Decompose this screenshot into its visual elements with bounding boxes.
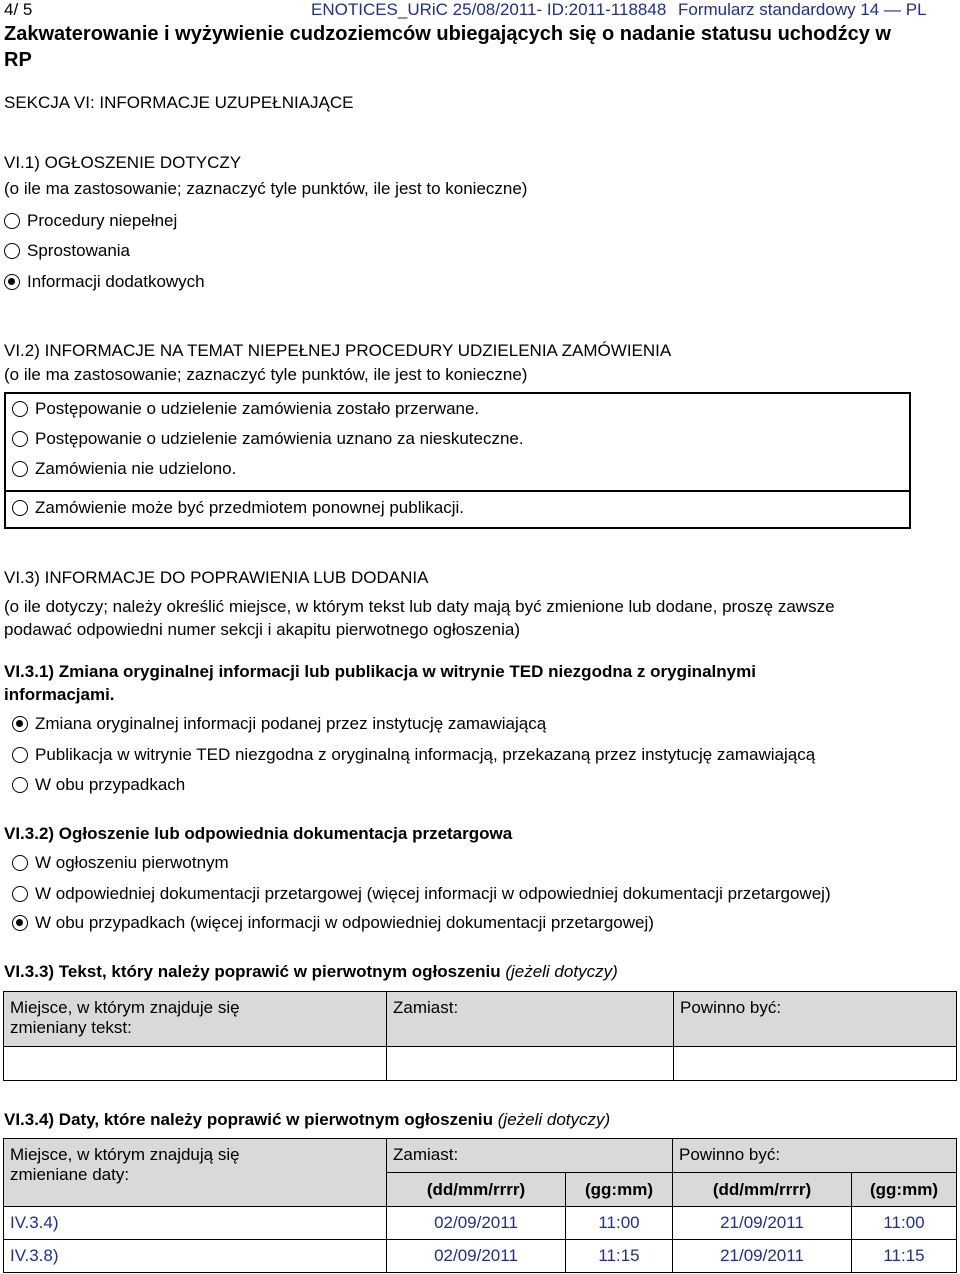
table-cell: 21/09/2011 bbox=[673, 1240, 852, 1273]
radio-icon[interactable] bbox=[12, 401, 28, 417]
table-row bbox=[4, 1047, 957, 1081]
radio-icon[interactable] bbox=[12, 777, 28, 793]
vi3-note-line2: podawać odpowiedni numer sekcji i akapitu pierwotnego ogłoszenia) bbox=[4, 620, 520, 639]
option-label: W odpowiedniej dokumentacji przetargowej (więcej informacji w odpowiedniej dokumentacji przetargowej) bbox=[35, 884, 831, 903]
table-header-cell bbox=[4, 1139, 387, 1207]
radio-icon[interactable] bbox=[12, 500, 28, 516]
table-cell[interactable] bbox=[387, 1047, 674, 1081]
vi2-option-nie-udzielono[interactable] bbox=[12, 459, 236, 479]
col1-line2: zmieniany tekst: bbox=[10, 1018, 132, 1037]
subheader-time: (gg:mm) bbox=[852, 1173, 957, 1207]
vi31-option-publikacja[interactable] bbox=[12, 745, 815, 765]
header-separator: — bbox=[884, 0, 901, 19]
option-label: Zamówienia nie udzielono. bbox=[35, 459, 237, 478]
subheader-date: (dd/mm/rrrr) bbox=[673, 1173, 852, 1207]
radio-icon[interactable] bbox=[12, 461, 28, 477]
radio-icon[interactable] bbox=[12, 855, 28, 871]
text-correction-table bbox=[3, 991, 957, 1081]
vi34-heading-line bbox=[4, 1110, 610, 1130]
table-cell: 11:15 bbox=[852, 1240, 957, 1273]
vi31-heading-line2: informacjami. bbox=[4, 685, 115, 704]
radio-icon[interactable] bbox=[12, 886, 28, 902]
document-title: Zakwaterowanie i wyżywienie cudzoziemców ubiegających się o nadanie statusu uchodźcy w RP bbox=[4, 23, 891, 71]
option-label: W obu przypadkach (więcej informacji w odpowiedniej dokumentacji przetargowej) bbox=[35, 913, 654, 932]
col1-line1: Miejsce, w którym znajdują się bbox=[10, 1145, 240, 1164]
radio-icon[interactable] bbox=[12, 431, 28, 447]
vi32-heading: VI.3.2) Ogłoszenie lub odpowiednia dokumentacja przetargowa bbox=[4, 824, 513, 843]
subheader-date: (dd/mm/rrrr) bbox=[387, 1173, 566, 1207]
page-number: 4/ 5 bbox=[4, 0, 33, 19]
table-cell: 21/09/2011 bbox=[673, 1207, 852, 1240]
vi33-heading-note: (jeżeli dotyczy) bbox=[505, 962, 618, 981]
table-cell: 02/09/2011 bbox=[387, 1207, 566, 1240]
radio-icon[interactable] bbox=[4, 213, 20, 229]
vi3-heading: VI.3) INFORMACJE DO POPRAWIENIA LUB DODANIA bbox=[4, 568, 429, 587]
vi1-note: (o ile ma zastosowanie; zaznaczyć tyle punktów, ile jest to konieczne) bbox=[4, 179, 528, 198]
vi31-heading-line1: VI.3.1) Zmiana oryginalnej informacji lub publikacja w witrynie TED niezgodna z oryginalnymi bbox=[4, 662, 756, 681]
table-cell: 11:15 bbox=[566, 1240, 673, 1273]
table-cell[interactable] bbox=[4, 1047, 387, 1081]
table-cell[interactable] bbox=[674, 1047, 957, 1081]
vi1-option-informacji[interactable] bbox=[4, 272, 205, 292]
option-label: Zamówienie może być przedmiotem ponownej publikacji. bbox=[35, 498, 464, 517]
table-header-row bbox=[4, 1139, 957, 1173]
table-cell: 02/09/2011 bbox=[387, 1240, 566, 1273]
vi2-option-przerwane[interactable] bbox=[12, 399, 479, 419]
table-header-cell: Zamiast: bbox=[387, 992, 674, 1047]
section-title: SEKCJA VI: INFORMACJE UZUPEŁNIAJĄCE bbox=[4, 93, 354, 112]
option-label: Postępowanie o udzielenie zamówienia zostało przerwane. bbox=[35, 399, 480, 418]
option-label: W ogłoszeniu pierwotnym bbox=[35, 853, 229, 872]
vi34-heading: VI.3.4) Daty, które należy poprawić w pierwotnym ogłoszeniu bbox=[4, 1110, 494, 1129]
vi1-option-procedura[interactable] bbox=[4, 211, 177, 231]
vi32-option-dokumentacja[interactable] bbox=[12, 884, 831, 904]
table-cell: IV.3.8) bbox=[4, 1240, 387, 1273]
vi3-note-line1: (o ile dotyczy; należy określić miejsce, w którym tekst lub daty mają być zmienione lub dodane, proszę zawsze bbox=[4, 597, 835, 616]
table-cell: 11:00 bbox=[852, 1207, 957, 1240]
radio-checked-icon[interactable] bbox=[4, 274, 20, 290]
divider bbox=[4, 490, 911, 492]
form-name: Formularz standardowy 14 bbox=[678, 0, 880, 19]
radio-checked-icon[interactable] bbox=[12, 716, 28, 732]
table-cell: 11:00 bbox=[566, 1207, 673, 1240]
vi2-note: (o ile ma zastosowanie; zaznaczyć tyle punktów, ile jest to konieczne) bbox=[4, 365, 528, 384]
vi2-option-ponowna-publikacja[interactable] bbox=[12, 498, 464, 518]
option-label: Postępowanie o udzielenie zamówienia uznano za nieskuteczne. bbox=[35, 429, 524, 448]
option-label: Sprostowania bbox=[27, 241, 131, 260]
vi1-heading: VI.1) OGŁOSZENIE DOTYCZY bbox=[4, 153, 242, 172]
vi32-option-pierwotne[interactable] bbox=[12, 853, 229, 873]
table-cell: IV.3.4) bbox=[4, 1207, 387, 1240]
radio-icon[interactable] bbox=[4, 243, 20, 259]
table-row bbox=[4, 1240, 957, 1273]
option-label: Procedury niepełnej bbox=[27, 211, 178, 230]
radio-icon[interactable] bbox=[12, 747, 28, 763]
vi33-heading: VI.3.3) Tekst, który należy poprawić w pierwotnym ogłoszeniu bbox=[4, 962, 501, 981]
table-header-cell bbox=[4, 992, 387, 1047]
vi31-option-obu[interactable] bbox=[12, 775, 185, 795]
language-code: PL bbox=[905, 0, 927, 19]
table-header-cell: Powinno być: bbox=[674, 992, 957, 1047]
subheader-time: (gg:mm) bbox=[566, 1173, 673, 1207]
notice-id: ENOTICES_URiC 25/08/2011- ID:2011-118848 bbox=[311, 0, 667, 19]
vi2-option-nieskuteczne[interactable] bbox=[12, 429, 524, 449]
vi31-option-zmiana[interactable] bbox=[12, 714, 546, 734]
option-label: W obu przypadkach bbox=[35, 775, 186, 794]
vi34-heading-note: (jeżeli dotyczy) bbox=[497, 1110, 611, 1129]
table-row bbox=[4, 1207, 957, 1240]
option-label: Informacji dodatkowych bbox=[27, 272, 205, 291]
option-label: Zmiana oryginalnej informacji podanej przez instytucję zamawiającą bbox=[35, 714, 547, 733]
vi1-option-sprostowania[interactable] bbox=[4, 241, 130, 261]
table-header-row bbox=[4, 992, 957, 1047]
option-label: Publikacja w witrynie TED niezgodna z oryginalną informacją, przekazaną przez instytucję zamawiającą bbox=[35, 745, 816, 764]
table-header-cell: Powinno być: bbox=[673, 1139, 957, 1173]
col1-line2: zmieniane daty: bbox=[10, 1165, 130, 1184]
form-label bbox=[678, 0, 927, 20]
vi2-heading: VI.2) INFORMACJE NA TEMAT NIEPEŁNEJ PROCEDURY UDZIELENIA ZAMÓWIENIA bbox=[4, 341, 672, 360]
date-correction-table bbox=[3, 1138, 957, 1273]
vi33-heading-line bbox=[4, 962, 618, 982]
table-header-cell: Zamiast: bbox=[387, 1139, 673, 1173]
vi32-option-obu[interactable] bbox=[12, 913, 654, 933]
col1-line1: Miejsce, w którym znajduje się bbox=[10, 998, 240, 1017]
radio-checked-icon[interactable] bbox=[12, 915, 28, 931]
